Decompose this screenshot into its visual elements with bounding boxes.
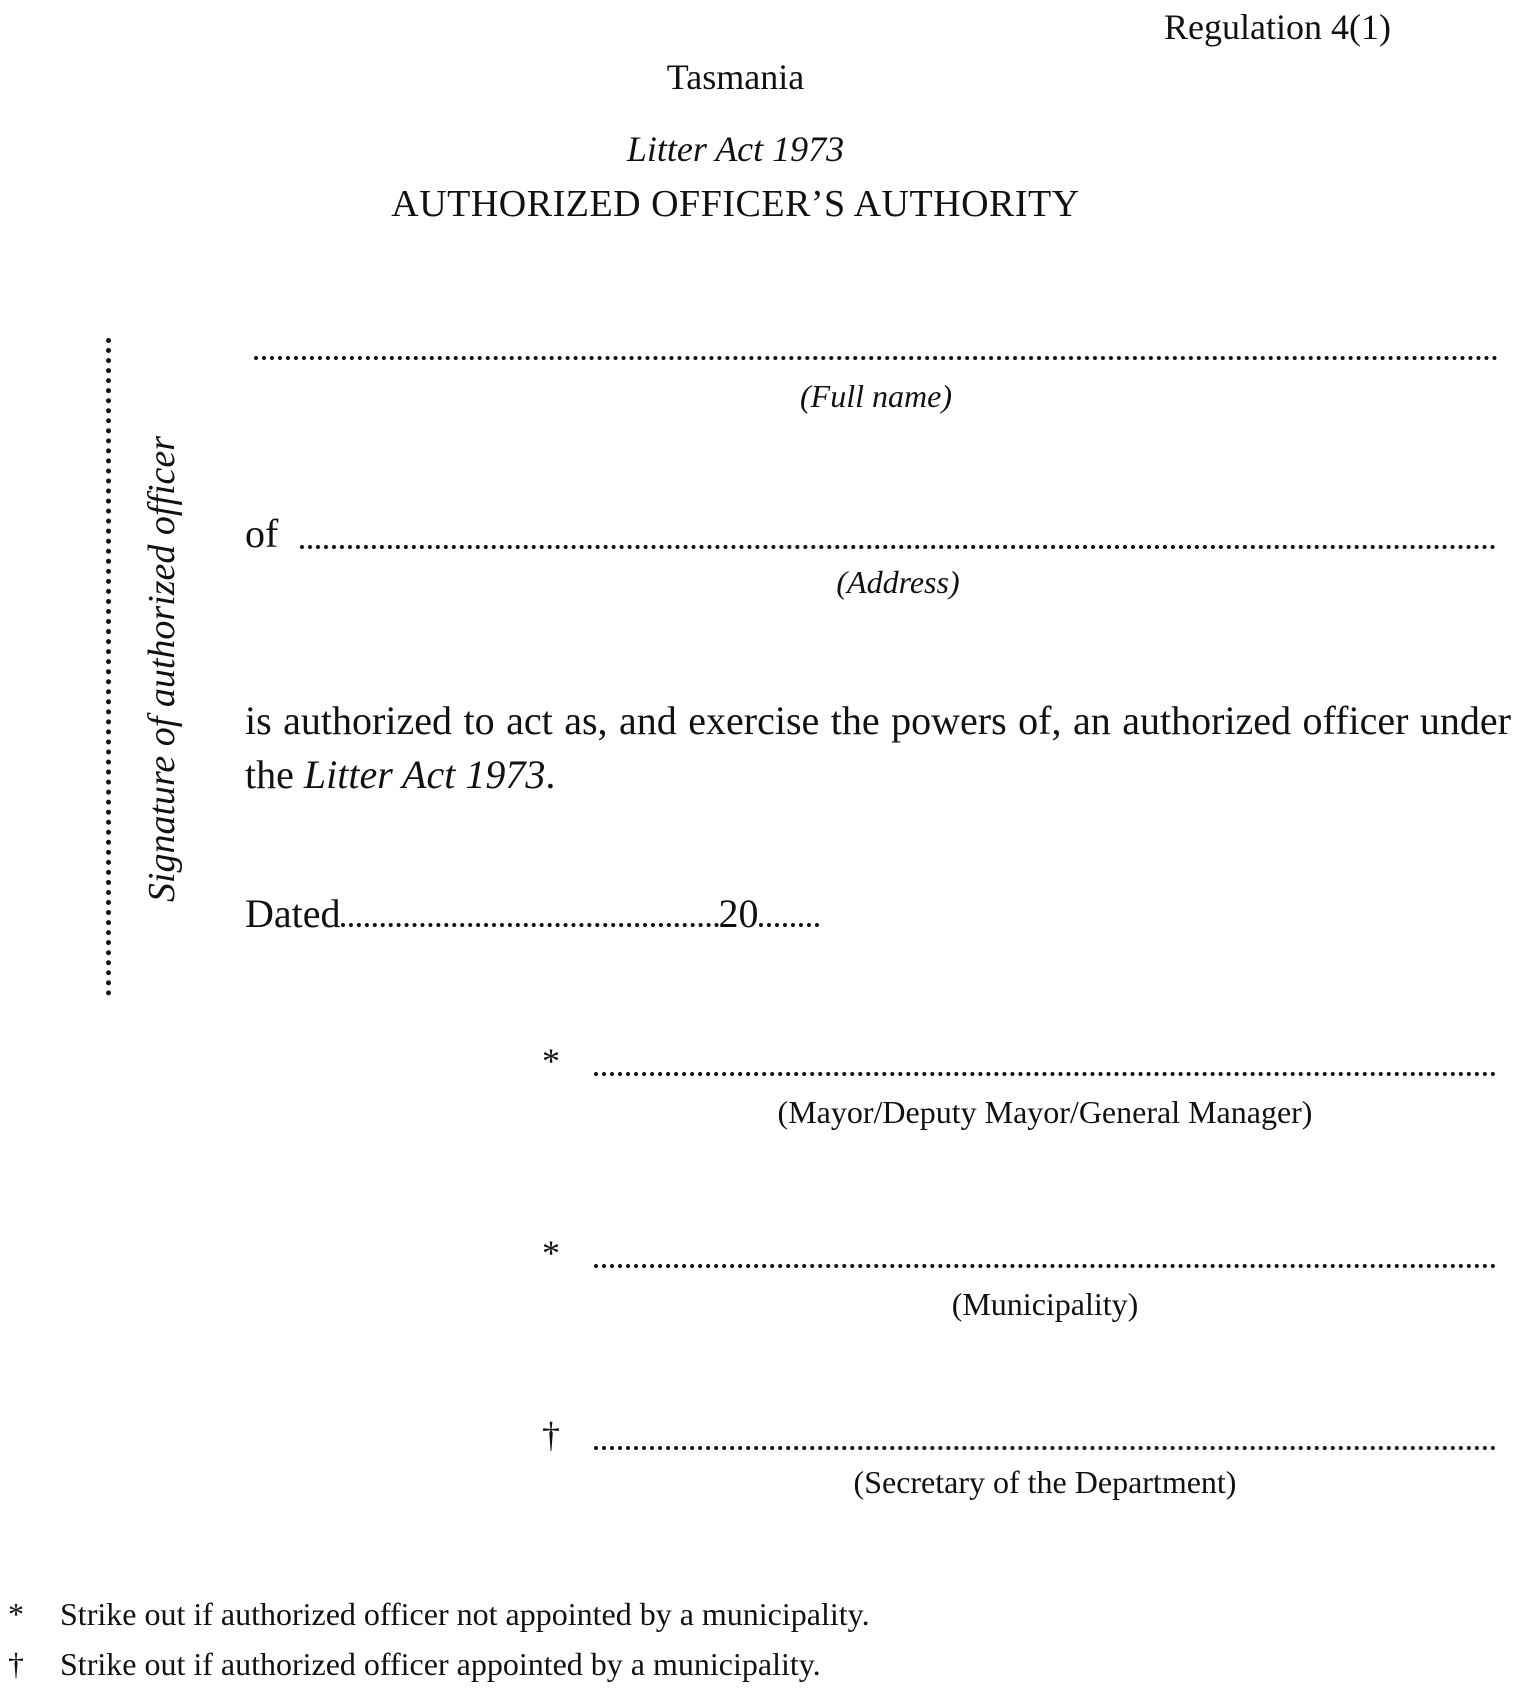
- date-field[interactable]: [341, 923, 719, 927]
- municipality-field[interactable]: [594, 1264, 1496, 1268]
- signature-label: Signature of authorized officer: [141, 435, 183, 903]
- footnote-symbol: *: [8, 1596, 24, 1632]
- year-field[interactable]: [759, 923, 819, 927]
- dated-label: Dated: [245, 891, 341, 936]
- footnote-text: Strike out if authorized officer appointed by a municipality.: [60, 1646, 821, 1682]
- mayor-signature-field[interactable]: [594, 1072, 1496, 1076]
- address-field[interactable]: [300, 545, 1496, 549]
- footnote-text: Strike out if authorized officer not appointed by a municipality.: [60, 1596, 870, 1632]
- statement-period: .: [545, 752, 556, 797]
- authorization-statement: [245, 694, 1511, 802]
- secretary-caption: (Secretary of the Department): [853, 1464, 1237, 1500]
- act-title: Litter Act 1973: [626, 129, 845, 169]
- municipality-caption: (Municipality): [951, 1286, 1139, 1322]
- statement-act-name: Litter Act 1973: [303, 752, 546, 797]
- full-name-caption: (Full name): [800, 378, 952, 414]
- full-name-field[interactable]: [254, 356, 1498, 360]
- jurisdiction-heading: Tasmania: [666, 57, 805, 97]
- regulation-reference: Regulation 4(1): [1164, 7, 1391, 47]
- address-caption: (Address): [836, 564, 960, 600]
- dated-row: [245, 890, 819, 937]
- of-label: of: [245, 511, 279, 556]
- mayor-caption: (Mayor/Deputy Mayor/General Manager): [777, 1094, 1313, 1130]
- footnote: [8, 1596, 870, 1633]
- footnote: [8, 1646, 821, 1683]
- footnote-symbol: †: [8, 1646, 24, 1682]
- year-prefix: 20: [718, 891, 759, 936]
- signatory-marker: *: [542, 1041, 560, 1081]
- secretary-signature-field[interactable]: [594, 1446, 1496, 1450]
- form-title: AUTHORIZED OFFICER’S AUTHORITY: [391, 183, 1080, 225]
- signatory-marker: *: [542, 1233, 560, 1273]
- signature-dotted-line[interactable]: [106, 338, 111, 996]
- signatory-marker: †: [542, 1415, 560, 1455]
- statement-text: is authorized to act as, and exercise the powers of, an authorized officer under the: [245, 698, 1511, 797]
